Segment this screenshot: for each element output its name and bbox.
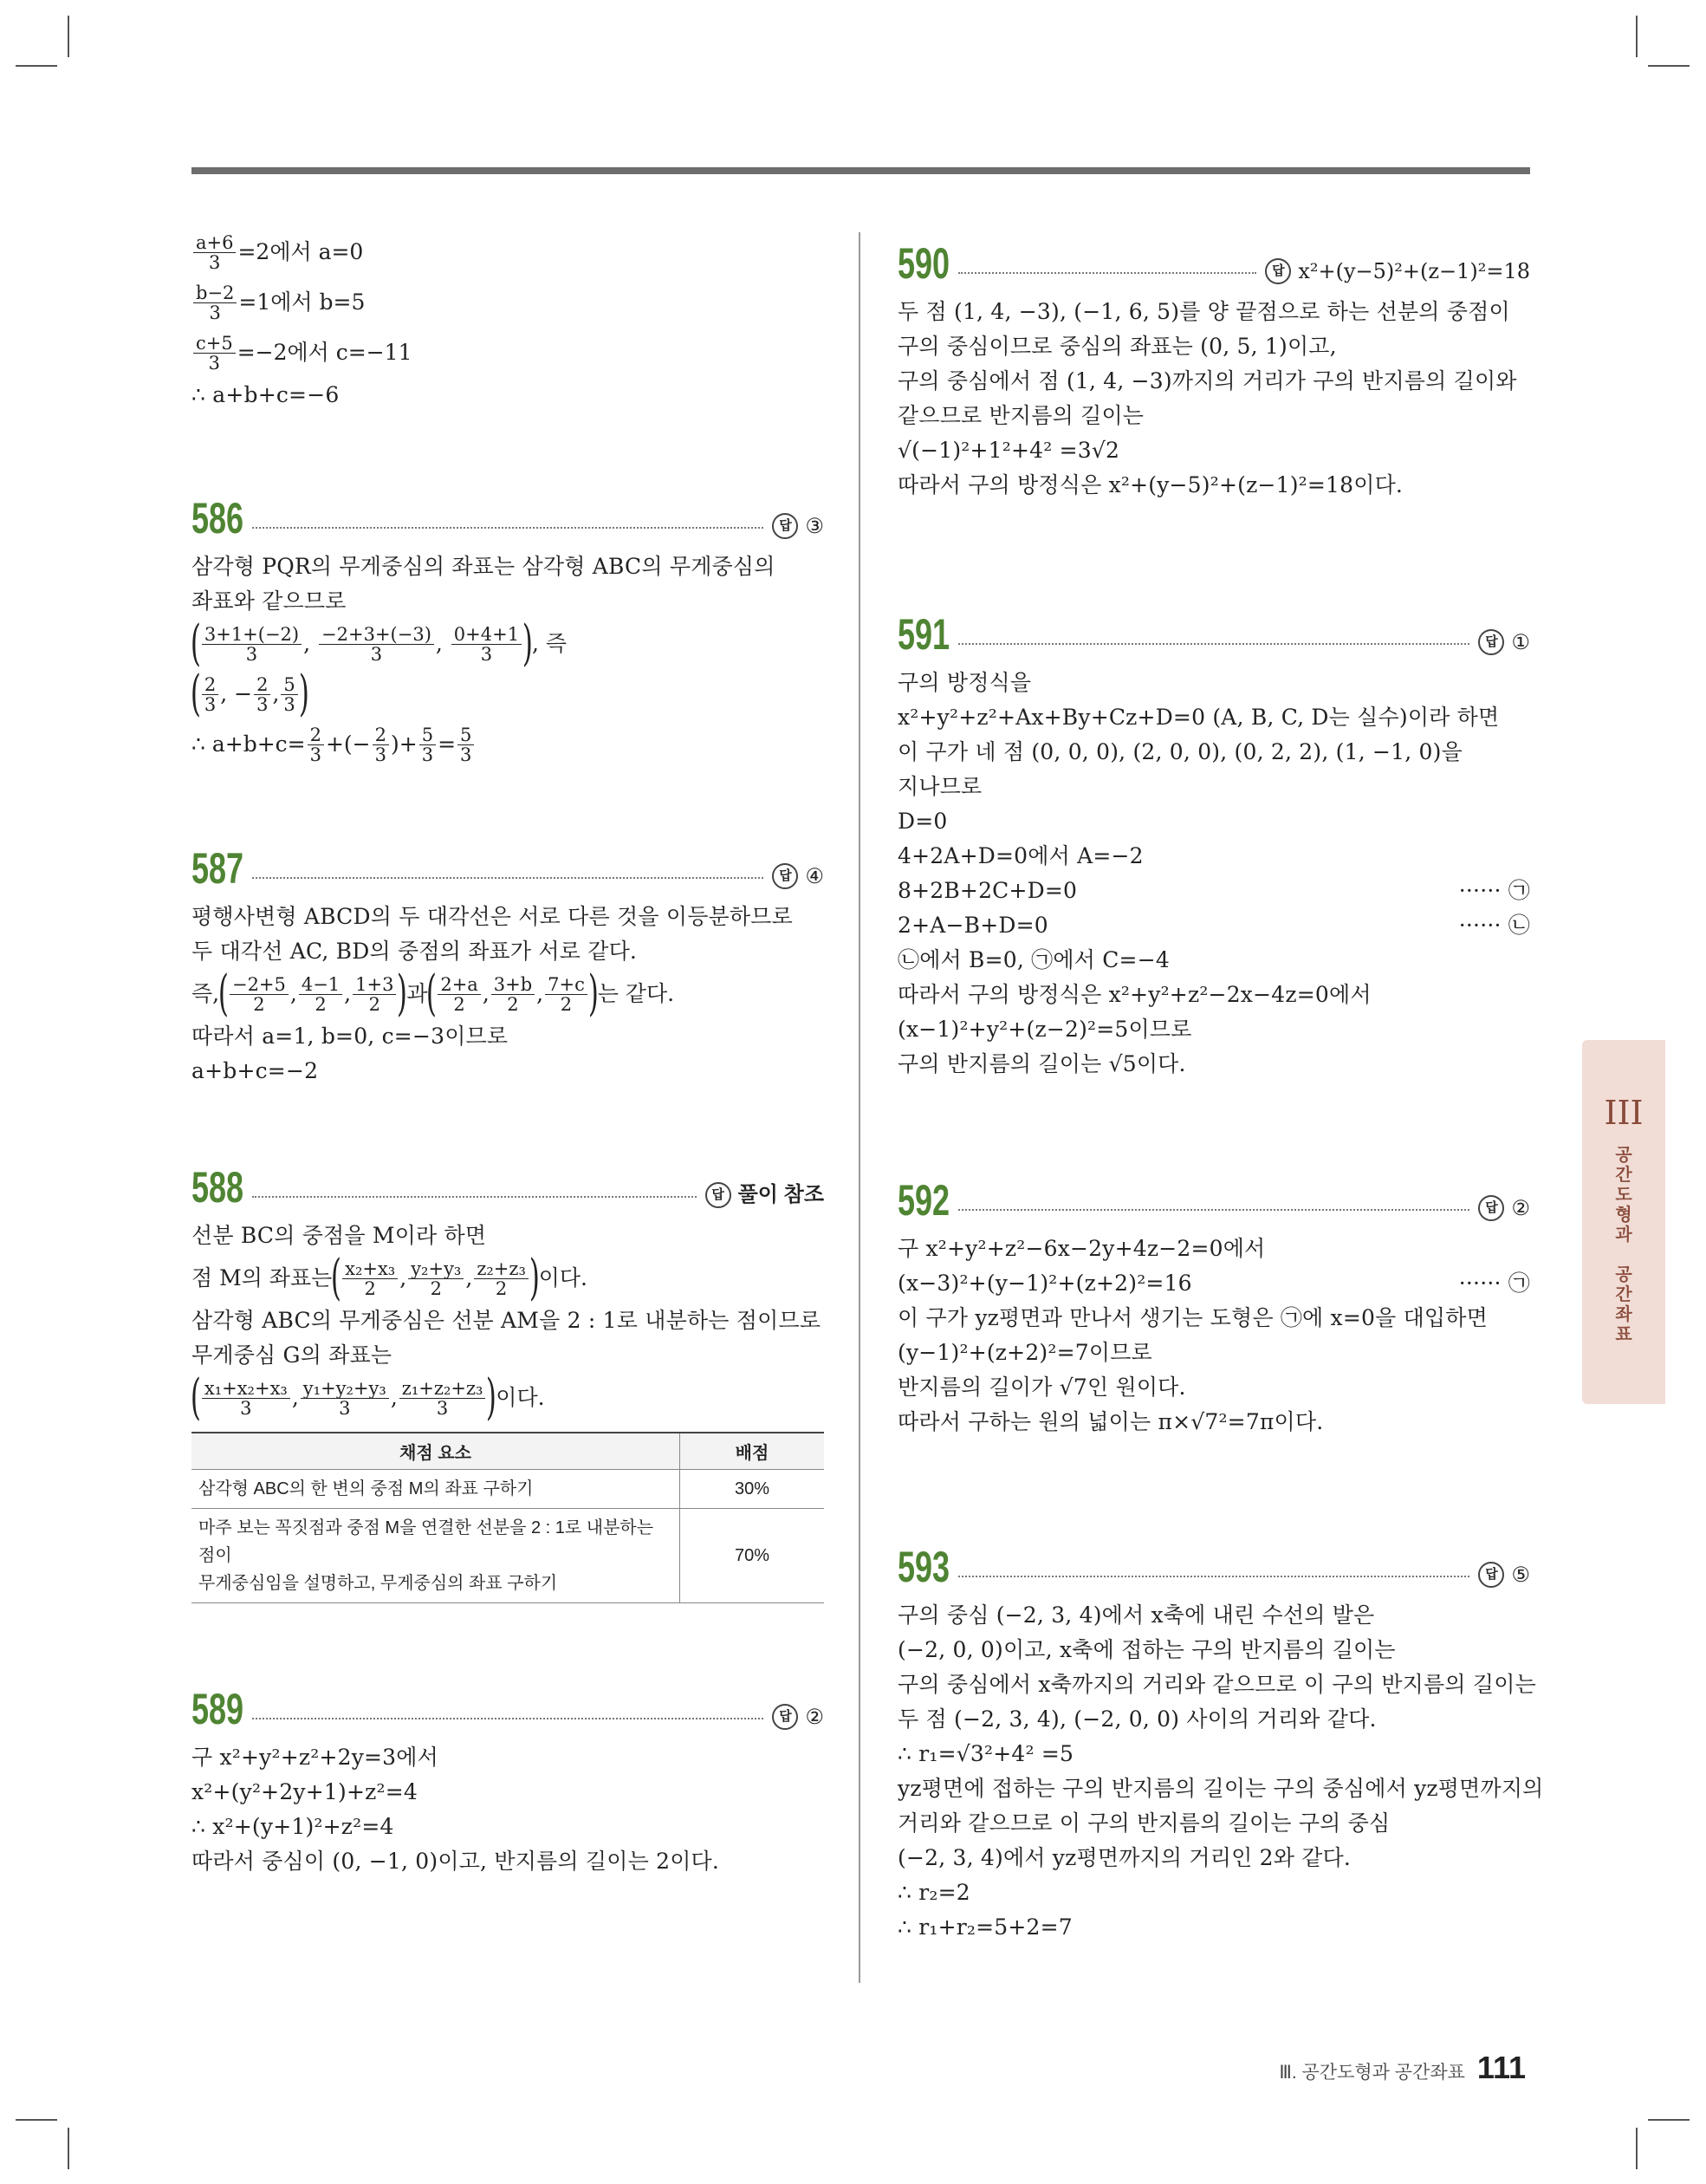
equation-line: ( $\frac{2}{3}$ , − $\frac{2}{3}$ , $\frac{5}{3}$ ) xyxy=(190,666,309,722)
answer: 답 풀이 참조 xyxy=(705,1182,824,1208)
leader-dots xyxy=(252,1718,763,1719)
crop-mark xyxy=(1636,16,1638,57)
chapter-roman-numeral: III xyxy=(1604,1094,1644,1132)
equation-line: $\frac{a+6}{3}$ =2에서 a=0 xyxy=(191,227,824,277)
problem-header xyxy=(898,227,1530,286)
answer-badge-icon: 답 xyxy=(772,513,798,539)
crop-mark xyxy=(1648,65,1690,67)
problem-number: 593 xyxy=(898,1543,950,1591)
answer: 답 ② xyxy=(1478,1195,1530,1221)
crop-mark xyxy=(16,2119,57,2121)
leader-dots xyxy=(252,1196,697,1198)
problem-number: 587 xyxy=(191,844,244,893)
equation-line: 즉, ( $\frac{-2+5}{2}$ , $\frac{4-1}{2}$ , $\frac{1+3}{2}$ ) 과 ( $\frac{2+a}{2}$ , $\frac{3+b}{2}$ , $\frac{7+c}{2}$ ) 는 같다. xyxy=(191,965,675,1022)
leader-dots xyxy=(958,1209,1469,1211)
answer-badge-icon: 답 xyxy=(705,1182,731,1208)
equation-line: ( $\frac{\text{x₁+x₂+x₃}}{3}$ , $\frac{\text{y₁+y₂+y₃}}{3}$ , $\frac{\text{z₁+z₂+z₃}}{3}$ ) 이다. xyxy=(190,1369,545,1426)
answer: 답 ⑤ xyxy=(1478,1562,1530,1588)
answer-badge-icon: 답 xyxy=(1478,629,1504,655)
table-header: 배점 xyxy=(680,1433,825,1470)
page-number: 111 xyxy=(1476,2050,1526,2085)
crop-mark xyxy=(1636,2128,1638,2169)
chapter-side-tab xyxy=(1582,1040,1665,1404)
answer-badge-icon: 답 xyxy=(1478,1562,1504,1588)
equation-line: $\frac{b-2}{3}$ =1에서 b=5 xyxy=(191,277,824,328)
answer: 답 ① xyxy=(1478,629,1530,655)
problem-number: 590 xyxy=(898,239,950,288)
problem-header xyxy=(898,598,1530,657)
equation-line: 점 M의 좌표는 ( $\frac{\text{x₂+x₃}}{2}$ , $\frac{\text{y₂+y₃}}{2}$ , $\frac{\text{z₂+z₃}}{2}$ ) 이다. xyxy=(191,1250,587,1306)
problem-number: 592 xyxy=(898,1176,950,1225)
equation-line: ∴ a+b+c=−6 xyxy=(191,382,340,407)
answer-badge-icon: 답 xyxy=(772,863,798,889)
table-row: 마주 보는 꼭짓점과 중점 M을 연결한 선분을 2 : 1로 내분하는 점이 무게중심임을 설명하고, 무게중심의 좌표 구하기 70% xyxy=(191,1509,824,1603)
column-divider xyxy=(859,232,860,1983)
problem-number: 591 xyxy=(898,610,950,659)
leader-dots xyxy=(252,527,763,529)
chapter-title-vertical: 공 간 도 형 과 공 간 좌 표 xyxy=(1615,1146,1632,1344)
header-rule xyxy=(191,167,1530,174)
problem-header xyxy=(191,832,824,891)
equation-line: ∴ a+b+c= $\frac{2}{3}$ +(− $\frac{2}{3}$ )+ $\frac{5}{3}$ = $\frac{5}{3}$ xyxy=(191,719,824,770)
problem-header xyxy=(898,1531,1530,1589)
leader-dots xyxy=(958,1576,1469,1577)
crop-mark xyxy=(68,2128,69,2169)
leader-dots xyxy=(958,643,1469,645)
scoring-table xyxy=(191,1432,824,1603)
problem-header xyxy=(898,1164,1530,1223)
footer-chapter-title: Ⅲ. 공간도형과 공간좌표 xyxy=(1279,2063,1465,2083)
leader-dots xyxy=(958,272,1256,274)
answer-badge-icon: 답 xyxy=(772,1704,798,1730)
right-column: 590 답 x²+(y−5)²+(z−1)²=18 두 점 (1, 4, −3), (−1, 6, 5)를 양 끝점으로 하는 선분의 중점이 구의 중심이므로 중심의 좌표는 (0, 5, 1)이고, 구의 중심에서 점 (1, 4, −3)까지의 거리가 구의 반지름의 길이와 같으므로 반지름의 길이는 √(−1)²+1²+4² =3√2 따라서 구의 방정식은 x²+(y−5)²+(z−1)²=18이다. 591 답 ① 구의 방정식을 x²+y²+z²+Ax+By+Cz+D=0 (A, B, C, D는 실수)이라 하면 이 구가 네 점 (0, 0, 0), (2, 0, 0), (0, 2, 2), (1, −1, 0)을 지나므로 D=0 4+2A+D=0에서 A=−2 8+2B+2C+D=0 ······ ㉠ 2+A−B+D=0 ······ ㉡ ㉡에서 B=0, ㉠에서 C=−4 따라서 구의 방정식은 x²+y²+z²−2x−4z=0에서 (x−1)²+y²+(z−2)²=5이므로 구의 반지름의 길이는 √5이다. 592 답 ② 구 x²+y²+z²−6x−2y+4z−2=0에서 (x−3)²+(y−1)²+(z+2)²=16 ······ ㉠ 이 구가 yz평면과 만나서 생기는 도형은 ㉠에 x=0을 대입하면 (y−1)²+(z+2)²=7이므로 반지름의 길이가 √7인 원이다. 따라서 구하는 원의 넓이는 π×√7²=7π이다. 593 답 ⑤ 구의 중심 (−2, 3, 4)에서 x축에 내린 수선의 발은 (−2, 0, 0)이고, x축에 접하는 구의 반지름의 길이는 구의 중심에서 x축까지의 거리와 같으므로 이 구의 반지름의 길이는 두 점 (−2, 3, 4), (−2, 0, 0) 사이의 거리와 같다. ∴ r₁=√3²+4² =5 yz평면에 접하는 구의 반지름의 길이는 구의 중심에서 yz평면까지의 거리와 같으므로 이 구의 반지름의 길이는 구의 중심 (−2, 3, 4)에서 yz평면까지의 거리인 2와 같다. ∴ r₂=2 ∴ r₁+r₂=5+2=7 xyxy=(898,227,1530,1945)
page-footer xyxy=(1279,2050,1526,2086)
answer-badge-icon: 답 xyxy=(1478,1195,1504,1221)
table-row: 삼각형 ABC의 한 변의 중점 M의 좌표 구하기 30% xyxy=(191,1470,824,1509)
crop-mark xyxy=(68,16,69,57)
crop-mark xyxy=(1648,2119,1690,2121)
answer-badge-icon: 답 xyxy=(1265,258,1291,284)
problem-number: 588 xyxy=(191,1163,244,1212)
leader-dots xyxy=(252,877,763,879)
equation-line: ( $\frac{3+1+(-2)}{3}$ , $\frac{-2+3+(-3)}{3}$ , $\frac{0+4+1}{3}$ ) , 즉 xyxy=(190,615,567,672)
answer: 답 ③ xyxy=(772,513,824,539)
answer: 답 ② xyxy=(772,1704,824,1730)
problem-number: 586 xyxy=(191,494,244,543)
answer: 답 x²+(y−5)²+(z−1)²=18 xyxy=(1265,258,1530,284)
problem-header xyxy=(191,482,824,541)
crop-mark xyxy=(16,65,57,67)
table-header: 채점 요소 xyxy=(191,1433,680,1470)
left-column: $\frac{a+6}{3}$ =2에서 a=0 $\frac{b-2}{3}$ =1에서 b=5 $\frac{c+5}{3}$ =−2에서 c=−11 ∴ a+b+c=−6 586 답 ③ 삼각형 PQR의 무게중심의 좌표는 삼각형 ABC의 무게중심의 좌표와 같으므로 ( $\frac{3+1+(-2)}{3}$ , $\frac{-2+3+(-3)}{3}$ , $\frac{0+4+1}{3}$ ) , 즉 ( $\frac{2}{3}$ , − $\frac{2}{3}$ , $\frac{5}{3}$ ) ∴ a+b+c= $\frac{2}{3}$ +(− $\frac{2}{3}$ )+ $\frac{5}{3}$ = $\frac{5}{3}$ 587 답 ④ 평행사변형 ABCD의 두 대각선은 서로 다른 것을 이등분하므로 두 대각선 AC, BD의 중점의 좌표가 서로 같다. 즉, ( $\frac{-2+5}{2}$ , $\frac{4-1}{2}$ , $\frac{1+3}{2}$ ) 과 ( $\frac{2+a}{2}$ , $\frac{3+b}{2}$ , $\frac{7+c}{2}$ ) 는 같다. 따라서 a=1, b=0, c=−3이므로 a+b+c=−2 588 답 풀이 참조 선분 BC의 중점을 M이라 하면 점 M의 좌표는 ( $\frac{\text{x₂+x₃}}{2}$ , $\frac{\text{y₂+y₃}}{2}$ , $\frac{\text{z₂+z₃}}{2}$ ) 이다. 삼각형 ABC의 무게중심은 선분 AM을 2 : 1로 내분하는 점이므로 무게중심 G의 좌표는 ( $\frac{\text{x₁+x₂+x₃}}{3}$ , $\frac{\text{y₁+y₂+y₃}}{3}$ , $\frac{\text{z₁+z₂+z₃}}{3}$ ) 이다. 채점 요소 배점 삼각형 ABC의 한 변의 중점 M의 좌표 구하기 30% 마주 보는 꼭짓점과 중점 M을 연결한 선분을 2 : 1로 내분하는 점이 무게중심임을 설명하고, 무게중심의 좌표 구하기 70% 589 답 ② 구 x²+y²+z²+2y=3에서 x²+(y²+2y+1)+z²=4 ∴ x²+(y+1)²+z²=4 따라서 중심이 (0, −1, 0)이고, 반지름의 길이는 2이다. xyxy=(191,227,824,1879)
problem-header xyxy=(191,1151,824,1210)
answer: 답 ④ xyxy=(772,863,824,889)
problem-number: 589 xyxy=(191,1685,244,1733)
equation-line: $\frac{c+5}{3}$ =−2에서 c=−11 xyxy=(191,328,824,378)
problem-header xyxy=(191,1673,824,1732)
